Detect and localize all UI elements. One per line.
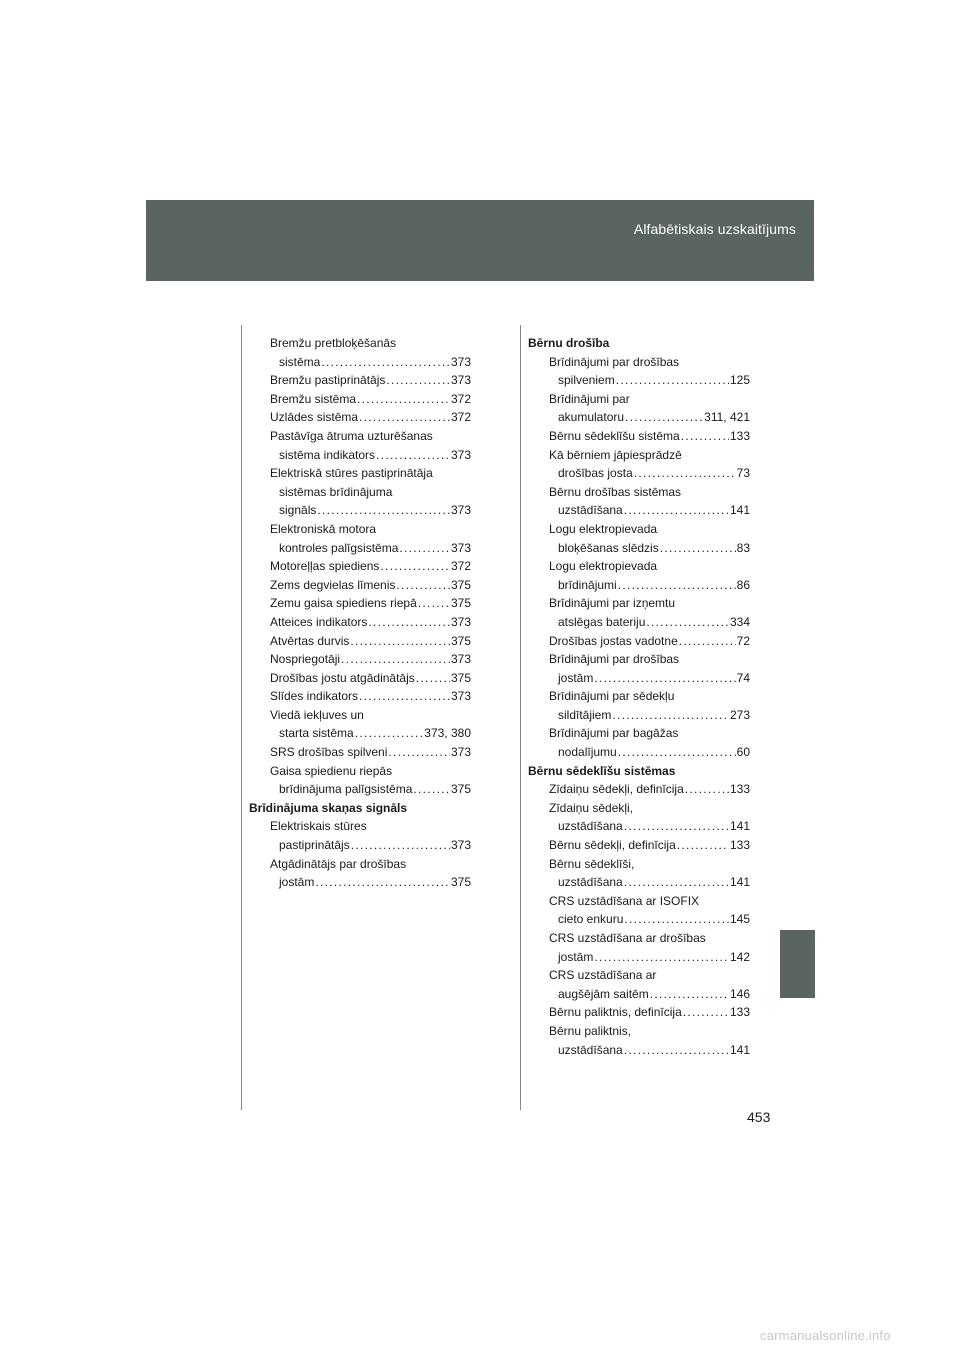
dot-leader [413,780,450,799]
index-entry-text: augšējām saitēm [558,986,649,1001]
index-entry-text: Atgādinātājs par drošības [270,856,407,871]
index-entry-text: Brīdinājumi par drošības [549,354,680,369]
index-entry [528,985,750,1004]
index-entry-page: 373 [450,503,471,518]
middle-column-rule [520,325,521,1110]
dot-leader [317,501,450,520]
index-column-right [528,334,750,1059]
index-entry-text: Zems degvielas līmenis [270,577,396,592]
index-entry-text: signāls [279,503,317,518]
section-header-band [146,200,814,281]
index-entry [528,687,750,706]
index-entry-text: Nospriegotāji [270,652,341,667]
index-entry-text: Motoreļļas spiediens [270,559,380,574]
index-entry-page: 373 [450,373,471,388]
index-entry-text: Elektriskā stūres pastiprinātāja [270,466,433,481]
dot-leader [681,427,729,446]
chapter-thumb-tab [780,930,815,998]
index-entry-text: Uzlādes sistēma [270,410,359,425]
index-entry [528,353,750,372]
index-entry [528,892,750,911]
index-entry-text: Logu elektropievada [549,521,658,536]
index-entry-text: Logu elektropievada [549,559,658,574]
index-entry-text: spilveniem [558,373,615,388]
dot-leader [616,371,729,390]
index-entry [528,632,750,651]
dot-leader [399,539,450,558]
index-entry [249,390,471,409]
dot-leader [624,873,729,892]
index-entry-text: drošības josta [558,466,633,481]
index-entry [528,483,750,502]
index-entry-page: 141 [729,819,750,834]
index-entry [528,539,750,558]
index-entry-text: sistēma indikators [279,447,376,462]
dot-leader [416,669,450,688]
index-entry [528,669,750,688]
page-number: 453 [747,1109,771,1125]
index-entry-text: Brīdinājuma skaņas signāls [249,800,408,815]
dot-leader [368,613,450,632]
index-entry-page: 133 [729,1005,750,1020]
index-entry-page: 375 [450,633,471,648]
index-entry-page: 141 [729,1042,750,1057]
index-entry [249,427,471,446]
index-entry-text: Drošības jostu atgādinātājs [270,670,415,685]
dot-leader [679,632,736,651]
index-entry [249,446,471,465]
index-entry-text: CRS uzstādīšana ar drošības [549,931,706,945]
index-entry [528,706,750,725]
index-entry-text: Bremžu pastiprinātājs [270,373,386,388]
index-entry [528,594,750,613]
index-entry-page: 375 [450,596,471,611]
index-entry-text: pastiprinātājs [279,838,350,853]
dot-leader [341,650,450,669]
index-entry-text: Drošības jostas vadotne [549,633,678,648]
index-entry [249,650,471,669]
index-entry-page: 146 [729,986,750,1001]
dot-leader [624,910,729,929]
index-entry [249,873,471,892]
index-entry-text: sistēma [279,354,321,369]
index-entry-page: 372 [450,391,471,406]
index-entry-text: brīdinājumi [558,577,617,592]
index-heading [528,334,750,353]
index-entry [249,669,471,688]
index-entry [528,576,750,595]
dot-leader [683,1003,729,1022]
index-entry-text: Bērnu sēdeklīšu sistēma [549,428,680,443]
dot-leader [396,576,450,595]
index-entry [528,724,750,743]
index-heading [528,762,750,781]
index-entry-page: 72 [736,633,750,648]
index-entry [249,855,471,874]
index-entry-page: 73 [736,466,750,481]
index-entry-text: bloķēšanas slēdzis [558,540,659,555]
index-entry-page: 83 [736,540,750,555]
index-entry-text: Viedā iekļuves un [270,707,364,722]
index-entry-text: Pastāvīga ātruma uzturēšanas [270,428,433,443]
dot-leader [677,836,729,855]
dot-leader [321,353,450,372]
index-entry-text: Elektroniskā motora [270,521,377,536]
dot-leader [624,817,729,836]
index-entry-page: 145 [729,912,750,927]
index-entry [249,501,471,520]
index-entry-page: 375 [450,782,471,797]
index-entry [528,910,750,929]
index-entry-page: 125 [729,373,750,388]
index-entry [528,1041,750,1060]
index-entry [249,371,471,390]
index-column-left [249,334,471,892]
index-entry-text: Bremžu sistēma [270,391,357,406]
index-entry-text: Bremžu pretbloķēšanās [270,336,397,350]
index-entry [528,929,750,948]
index-entry-text: Brīdinājumi par [549,391,630,406]
index-entry-text: Atvērtas durvis [270,633,350,648]
index-entry-text: kontroles palīgsistēma [279,540,399,555]
index-entry-text: cieto enkuru [558,912,624,927]
index-entry-text: sildītājiem [558,707,612,722]
index-entry-text: Atteices indikators [270,614,368,629]
index-entry [528,520,750,539]
index-entry-page: 141 [729,875,750,890]
index-entry-text: Zemu gaisa spiediens riepā [270,596,417,611]
watermark-text: carmanualsonline.info [760,1328,891,1343]
index-entry-page: 133 [729,428,750,443]
dot-leader [625,408,703,427]
index-entry-text: CRS uzstādīšana ar ISOFIX [549,893,700,908]
index-entry [249,483,471,502]
dot-leader [624,1041,729,1060]
dot-leader [612,706,729,725]
index-entry-page: 60 [736,745,750,760]
index-entry-page: 375 [450,875,471,890]
index-entry-text: brīdinājuma palīgsistēma [279,782,413,797]
index-entry-text: uzstādīšana [558,503,623,518]
index-entry [528,613,750,632]
index-entry-text: Bērnu drošības sistēmas [549,484,682,499]
index-entry-page: 375 [450,670,471,685]
index-entry-text: uzstādīšana [558,1042,623,1057]
index-entry [528,446,750,465]
index-entry-page: 372 [450,410,471,425]
index-entry-text: jostām [558,670,594,685]
dot-leader [594,948,729,967]
index-entry [249,520,471,539]
index-entry-page: 373 [450,614,471,629]
index-entry [249,594,471,613]
index-entry [249,464,471,483]
index-entry [249,334,471,353]
index-entry [249,408,471,427]
index-entry-page: 273 [729,707,750,722]
index-heading [249,799,471,818]
dot-leader [357,390,450,409]
index-entry-text: Brīdinājumi par drošības [549,652,680,667]
index-entry [528,873,750,892]
index-entry-text: sistēmas brīdinājuma [279,484,393,499]
index-entry-page: 133 [729,782,750,797]
dot-leader [350,632,450,651]
index-entry-text: nodalījumu [558,745,617,760]
dot-leader [388,743,450,762]
index-entry [249,743,471,762]
index-entry-page: 373 [450,540,471,555]
index-entry-page: 372 [450,559,471,574]
index-entry-page: 74 [736,670,750,685]
index-entry [528,799,750,818]
index-entry [249,724,471,743]
dot-leader [418,594,450,613]
index-entry-page: 373 [450,652,471,667]
index-entry-text: Brīdinājumi par sēdekļu [549,689,675,704]
index-entry-page: 373 [450,354,471,369]
index-entry-page: 142 [729,949,750,964]
index-entry [528,427,750,446]
index-entry [528,464,750,483]
index-entry [249,353,471,372]
index-entry-page: 141 [729,503,750,518]
dot-leader [315,873,450,892]
index-entry-text: uzstādīšana [558,819,623,834]
index-entry-text: Bērnu drošība [528,336,610,350]
dot-leader [646,613,729,632]
index-entry [249,632,471,651]
index-entry [249,762,471,781]
index-entry [249,780,471,799]
index-entry-page: 373 [450,689,471,704]
dot-leader [386,371,450,390]
index-entry [528,743,750,762]
index-entry-text: akumulatoru [558,410,625,425]
index-entry [249,817,471,836]
index-entry-page: 133 [729,838,750,853]
index-entry-text: Bērnu paliktnis, [549,1023,632,1038]
index-entry-text: Gaisa spiedienu riepās [270,763,393,778]
index-entry [528,371,750,390]
index-entry [528,1003,750,1022]
dot-leader [660,539,736,558]
index-entry [528,1022,750,1041]
dot-leader [359,687,450,706]
index-entry-page: 375 [450,577,471,592]
index-entry [528,390,750,409]
index-entry [249,613,471,632]
index-entry-text: CRS uzstādīšana ar [549,968,657,983]
index-entry-page: 373, 380 [424,726,471,741]
index-entry-text: Brīdinājumi par izņemtu [549,596,676,611]
index-entry-text: Kā bērniem jāpiesprādzē [549,447,682,462]
dot-leader [351,836,450,855]
index-entry [528,408,750,427]
index-entry-text: Zīdaiņu sēdekļi, definīcija [549,782,684,797]
dot-leader [618,576,736,595]
index-entry-page: 373 [450,838,471,853]
dot-leader [376,446,450,465]
index-entry [528,855,750,874]
index-entry-text: jostām [279,875,315,890]
index-entry-text: Elektriskais stūres [270,819,367,834]
index-entry [249,836,471,855]
index-entry-page: 373 [450,447,471,462]
dot-leader [650,985,729,1004]
index-entry-text: starta sistēma [279,726,354,741]
left-column-rule [241,325,242,1110]
index-entry-text: Bērnu sēdeklīši, [549,856,635,871]
index-entry [528,948,750,967]
index-entry [249,706,471,725]
index-entry-page: 373 [450,745,471,760]
dot-leader [685,780,729,799]
index-entry-page: 86 [736,577,750,592]
index-entry-text: Bērnu paliktnis, definīcija [549,1005,682,1020]
index-entry [249,539,471,558]
index-entry [249,576,471,595]
index-entry [249,557,471,576]
index-entry [528,501,750,520]
index-entry [528,557,750,576]
dot-leader [618,743,736,762]
dot-leader [594,669,735,688]
index-entry-page: 311, 421 [704,410,750,425]
index-entry-text: SRS drošības spilveni [270,745,388,760]
section-title: Alfabētiskais uzskaitījums [633,221,796,237]
index-entry [249,687,471,706]
index-entry [528,836,750,855]
index-entry-text: Slīdes indikators [270,689,359,704]
index-entry [528,780,750,799]
dot-leader [359,408,450,427]
index-entry-text: jostām [558,949,594,964]
index-entry [528,966,750,985]
index-entry-text: uzstādīšana [558,875,623,890]
dot-leader [380,557,450,576]
index-entry-text: Bērnu sēdekļi, definīcija [549,838,676,853]
dot-leader [634,464,736,483]
index-entry-page: 334 [729,614,750,629]
index-entry [528,817,750,836]
index-entry [528,650,750,669]
dot-leader [355,724,424,743]
dot-leader [624,501,729,520]
index-entry-text: atslēgas bateriju [558,614,646,629]
index-entry-text: Bērnu sēdeklīšu sistēmas [528,763,676,778]
index-entry-text: Zīdaiņu sēdekļi, [549,800,634,815]
index-entry-text: Brīdinājumi par bagāžas [549,726,679,741]
